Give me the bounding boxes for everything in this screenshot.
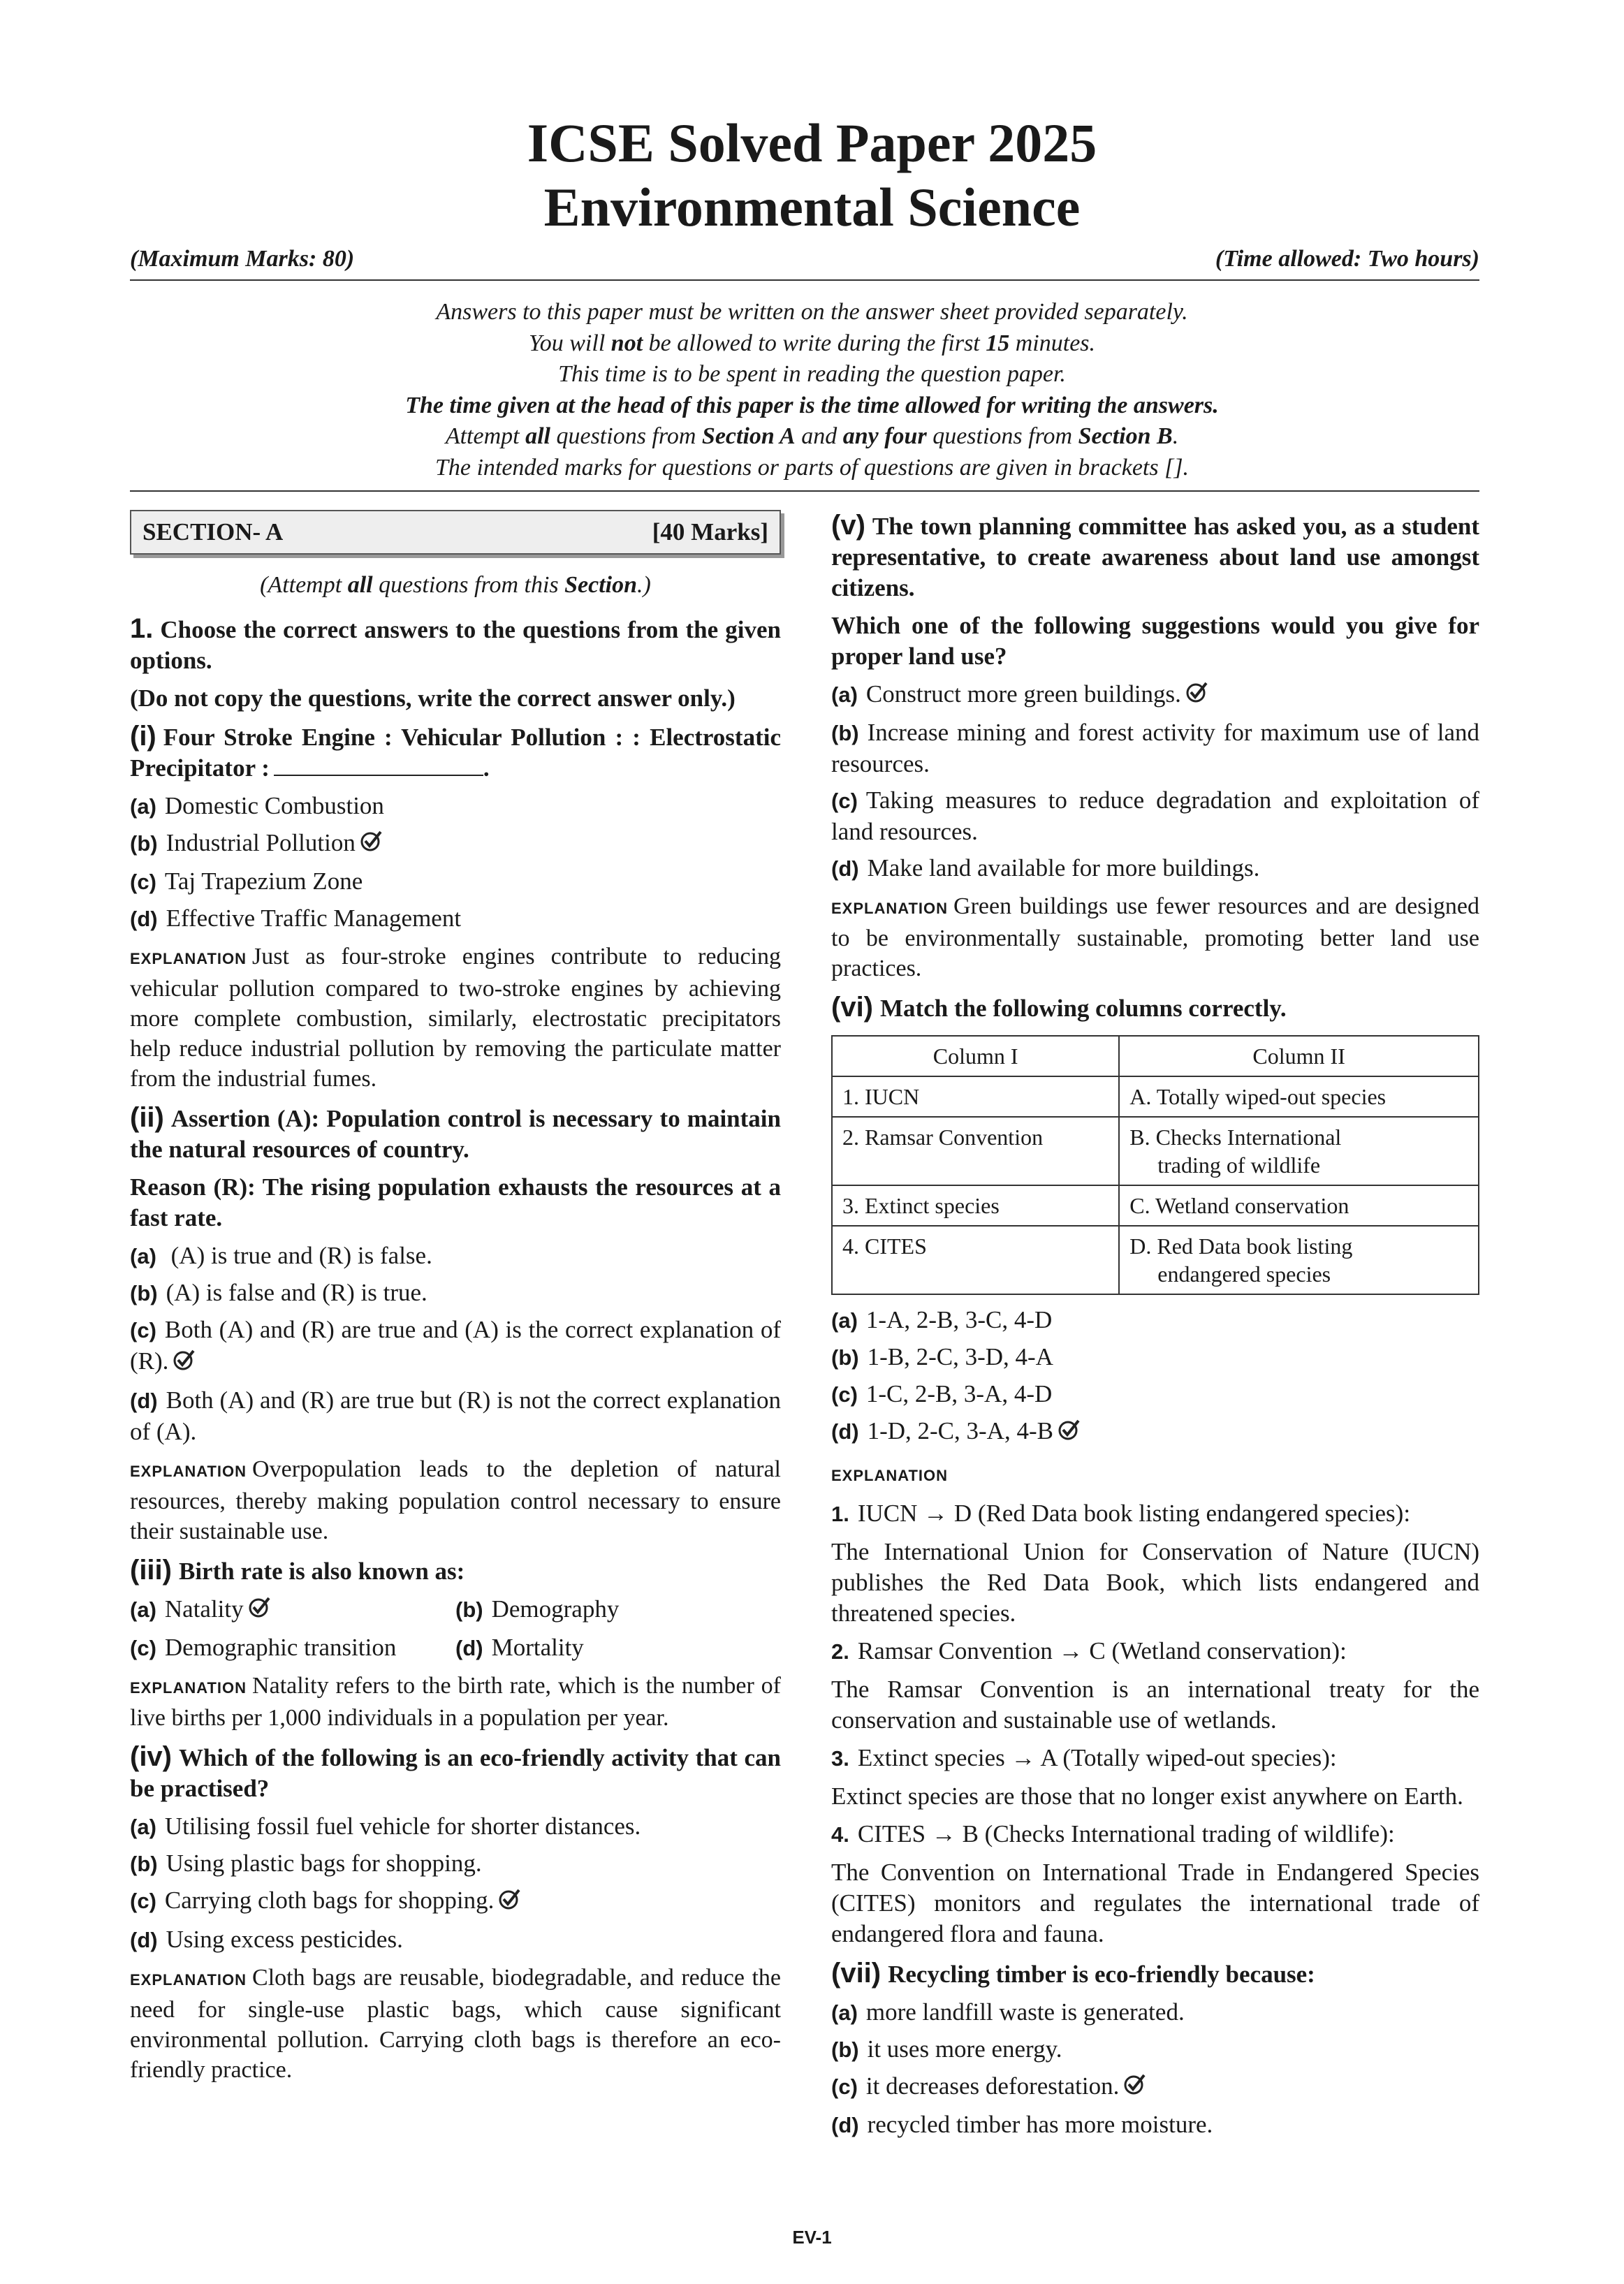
right-column [831,510,1479,2146]
question-v: (v) The town planning committee has asked you, as a student representative, to create awareness about land use amongst citizens. [831,510,1479,601]
option-correct: (a) Natality [130,1594,455,1627]
option: (d) Mortality [455,1634,584,1662]
check-circle-icon [498,1887,522,1919]
explanation: EXPLANATION Overpopulation leads to the depletion of natural resources, thereby making population control necessary to ensure their sustainable use. [130,1456,781,1544]
table-row [832,1226,1479,1294]
option: (a) Utilising fossil fuel vehicle for shorter distances. [130,1813,641,1840]
option-correct: (d) 1-D, 2-C, 3-A, 4-B [831,1416,1479,1449]
option: (a) 1-A, 2-B, 3-C, 4-D [831,1306,1053,1334]
instruction-line: The time given at the head of this paper is the time allowed for writing the answers. [405,392,1219,418]
check-circle-icon [173,1348,196,1379]
table-cell: 3. Extinct species [832,1185,1119,1226]
option: (c) Taj Trapezium Zone [130,868,363,895]
section-name: SECTION- A [142,518,284,546]
option: (d) Using excess pesticides. [130,1925,403,1953]
option: (d) recycled timber has more moisture. [831,2111,1213,2139]
page-subtitle: Environmental Science [543,177,1081,237]
section-marks: [40 Marks] [652,518,768,546]
question-iii: (iii) Birth rate is also known as: [130,1554,465,1586]
check-circle-icon [1185,680,1209,712]
check-circle-icon [1058,1418,1081,1449]
option-correct: (b) Industrial Pollution [130,828,781,861]
option: (a) more landfill waste is generated. [831,1998,1185,2026]
table-header-row [832,1036,1479,1076]
instruction-line: Answers to this paper must be written on the answer sheet provided separately. [436,299,1188,325]
table-row [832,1076,1479,1117]
instruction-line: This time is to be spent in reading the question paper. [558,361,1066,387]
match-explanation-body: The International Union for Conservation of Nature (IUCN) publishes the Red Data Book, which lists endangered and threatened species. [831,1537,1479,1627]
explanation: EXPLANATION Green buildings use fewer resources and are designed to be environmentally sustainable, promoting better land use practices. [831,893,1479,982]
explanation: EXPLANATION Just as four-stroke engines contribute to reducing vehicular pollution compared to two-stroke engines by achieving more complete combustion, similarly, electrostatic precipitators help reduce industrial pollution by removing the particulate matter from the industrial fumes. [130,944,781,1092]
option: (a) Domestic Combustion [130,792,384,819]
question-iv: (iv) Which of the following is an eco-friendly activity that can be practised? [130,1741,781,1803]
option: (b) Increase mining and forest activity for maximum use of land resources. [831,719,1479,778]
max-marks: (Maximum Marks: 80) [130,246,355,272]
instructions [0,297,1624,483]
option: (d) Effective Traffic Management [130,905,462,932]
check-circle-icon [360,829,383,861]
question-1: 1. Choose the correct answers to the questions from the given options. [130,613,781,674]
option-correct: (c) it decreases deforestation. [831,2071,1479,2104]
table-row [832,1185,1479,1226]
option: (c) Demographic transition [130,1634,397,1662]
option: (c) 1-C, 2-B, 3-A, 4-D [831,1380,1053,1408]
option: (b) Using plastic bags for shopping. [130,1850,482,1877]
table-cell: C. Wetland conservation [1119,1185,1479,1226]
match-table [831,1035,1479,1295]
column-header: Column I [832,1036,1119,1076]
instruction-line: Attempt all questions from Section A and any four questions from Section B. [445,423,1179,449]
match-explanation-body: The Convention on International Trade in Endangered Species (CITES) monitors and regulates the international trade of endangered flora and fauna. [831,1858,1479,1947]
question-v-prompt: Which one of the following suggestions would you give for proper land use? [831,612,1479,670]
section-header [130,510,781,555]
option-row [130,1594,781,1627]
match-explanation-body: The Ramsar Convention is an international treaty for the conservation and sustainable use of wetlands. [831,1675,1479,1734]
option: (b) Demography [455,1595,620,1623]
match-explanation-head: 2. Ramsar Convention → C (Wetland conservation): [831,1637,1347,1664]
option: (b) 1-B, 2-C, 3-D, 4-A [831,1343,1053,1371]
instruction-line: You will not be allowed to write during the first 15 minutes. [528,330,1096,356]
explanation: EXPLANATION Cloth bags are reusable, biodegradable, and reduce the need for single-use plastic bags, which cause significant environmental pollution. Carrying cloth bags is therefore an eco-friendly practice. [130,1964,781,2083]
section-note: (Attempt all questions from this Section.) [260,572,651,598]
page-number: EV-1 [792,2227,832,2248]
option: (d) Both (A) and (R) are true but (R) is not the correct explanation of (A). [130,1386,781,1445]
question-1-note: (Do not copy the questions, write the correct answer only.) [130,685,736,712]
left-column [130,510,781,2093]
option: (b) (A) is false and (R) is true. [130,1279,427,1307]
question-i: (i) Four Stroke Engine : Vehicular Pollution : : Electrostatic Precipitator : . [130,721,781,782]
match-explanation-body: Extinct species are those that no longer exist anywhere on Earth. [831,1782,1463,1810]
check-circle-icon [248,1595,272,1627]
option-correct: (c) Both (A) and (R) are true and (A) is the correct explanation of (R). [130,1315,781,1379]
question-ii: (ii) Assertion (A): Population control is necessary to maintain the natural resources of country. [130,1102,781,1164]
table-cell: B. Checks International trading of wildlife [1119,1117,1479,1185]
question-vi: (vi) Match the following columns correctly. [831,992,1287,1023]
match-explanation-head: 4. CITES → B (Checks International trading of wildlife): [831,1820,1395,1847]
instruction-line: The intended marks for questions or parts of questions are given in brackets []. [434,454,1190,481]
question-vii: (vii) Recycling timber is eco-friendly because: [831,1957,1315,1989]
option-correct: (c) Carrying cloth bags for shopping. [130,1885,781,1918]
table-cell: 1. IUCN [832,1076,1119,1117]
option-correct: (a) Construct more green buildings. [831,679,1479,712]
divider-instructions [130,490,1479,492]
question-ii-reason: Reason (R): The rising population exhausts the resources at a fast rate. [130,1173,781,1232]
page-title: ICSE Solved Paper 2025 [527,112,1097,173]
option-row [130,1632,781,1664]
explanation: EXPLANATION Natality refers to the birth rate, which is the number of live births per 1,000 individuals in a population per year. [130,1673,781,1732]
option: (d) Make land available for more buildings. [831,854,1260,882]
column-header: Column II [1119,1036,1479,1076]
table-cell: D. Red Data book listing endangered species [1119,1226,1479,1294]
time-allowed: (Time allowed: Two hours) [1215,246,1479,272]
option: (b) it uses more energy. [831,2035,1062,2063]
divider-top [130,279,1479,281]
match-explanation-head: 3. Extinct species → A (Totally wiped-out species): [831,1743,1337,1771]
table-row [832,1117,1479,1185]
check-circle-icon [1123,2072,1147,2104]
table-cell: 2. Ramsar Convention [832,1117,1119,1185]
answer-blank [274,754,483,776]
explanation-heading: EXPLANATION [831,1466,949,1484]
table-cell: A. Totally wiped-out species [1119,1076,1479,1117]
table-cell: 4. CITES [832,1226,1119,1294]
option: (c) Taking measures to reduce degradation and exploitation of land resources. [831,786,1479,846]
option: (a) (A) is true and (R) is false. [130,1242,432,1270]
match-explanation-head: 1. IUCN → D (Red Data book listing endangered species): [831,1499,1411,1527]
